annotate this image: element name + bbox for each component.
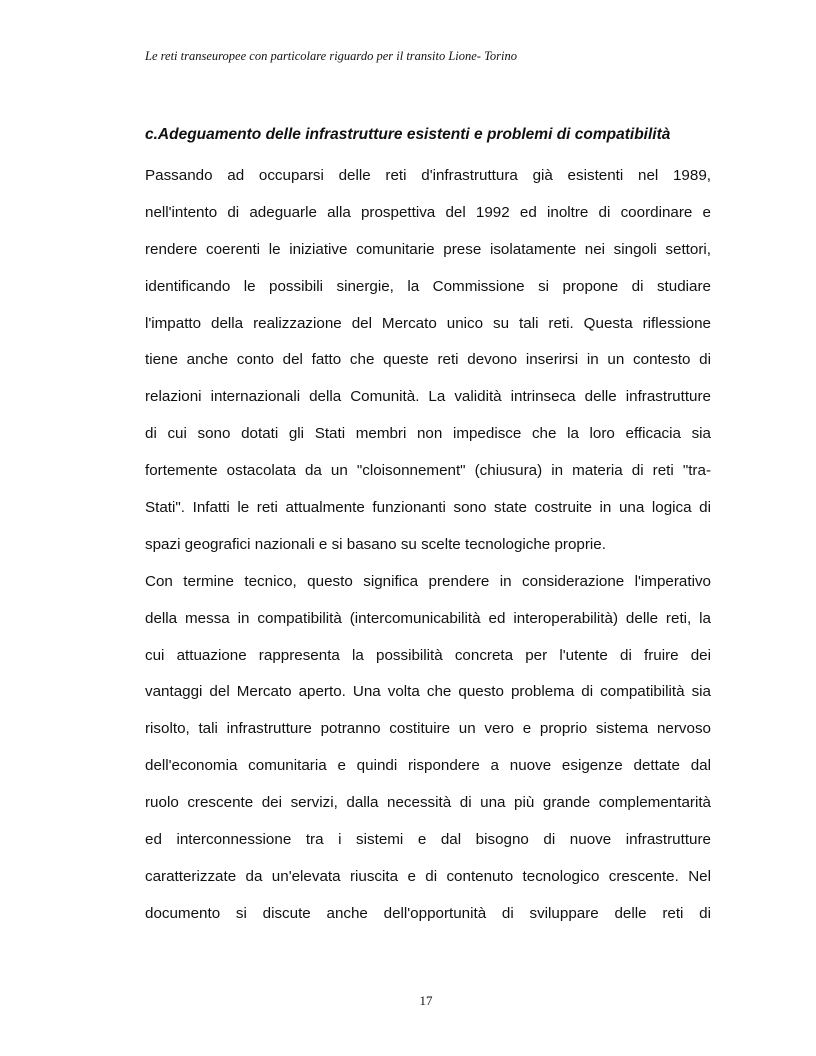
text-line: fortemente ostacolata da un "cloisonnement" (chiusura) in materia di reti "tra- <box>145 462 711 480</box>
text-line: di cui sono dotati gli Stati membri non impedisce che la loro efficacia sia <box>145 425 711 443</box>
text-line: ruolo crescente dei servizi, dalla necessità di una più grande complementarità <box>145 794 711 812</box>
paragraph-2 <box>145 564 711 933</box>
text-line: dell'economia comunitaria e quindi rispondere a nuove esigenze dettate dal <box>145 757 711 775</box>
text-line: l'impatto della realizzazione del Mercato unico su tali reti. Questa riflessione <box>145 314 711 332</box>
paragraph-1 <box>145 158 711 564</box>
text-line: rendere coerenti le iniziative comunitarie prese isolatamente nei singoli settori, <box>145 240 711 258</box>
running-header: Le reti transeuropee con particolare riguardo per il transito Lione- Torino <box>145 49 517 63</box>
text-line: Stati". Infatti le reti attualmente funzionanti sono state costruite in una logica di <box>145 499 711 517</box>
text-line: tiene anche conto del fatto che queste reti devono inserirsi in un contesto di <box>145 351 711 369</box>
section-heading: c.Adeguamento delle infrastrutture esistenti e problemi di compatibilità <box>145 126 671 143</box>
text-line: relazioni internazionali della Comunità. La validità intrinseca delle infrastrutture <box>145 388 711 406</box>
page-number: 17 <box>419 993 433 1008</box>
text-line: Passando ad occuparsi delle reti d'infrastruttura già esistenti nel 1989, <box>145 167 711 184</box>
body-text <box>145 158 711 933</box>
text-line: risolto, tali infrastrutture potranno costituire un vero e proprio sistema nervoso <box>145 720 711 738</box>
text-line: vantaggi del Mercato aperto. Una volta che questo problema di compatibilità sia <box>145 683 711 701</box>
text-line: cui attuazione rappresenta la possibilità concreta per l'utente di fruire dei <box>145 646 711 664</box>
text-line: spazi geografici nazionali e si basano su scelte tecnologiche proprie. <box>145 535 606 553</box>
text-line: identificando le possibili sinergie, la Commissione si propone di studiare <box>145 277 711 295</box>
text-line: caratterizzate da un'elevata riuscita e di contenuto tecnologico crescente. Nel <box>145 867 711 885</box>
text-line: della messa in compatibilità (intercomunicabilità ed interoperabilità) delle reti, la <box>145 609 711 627</box>
text-line: ed interconnessione tra i sistemi e dal bisogno di nuove infrastrutture <box>145 831 711 849</box>
text-line: nell'intento di adeguarle alla prospettiva del 1992 ed inoltre di coordinare e <box>145 203 711 221</box>
text-line: Con termine tecnico, questo significa prendere in considerazione l'imperativo <box>145 572 711 590</box>
text-line: documento si discute anche dell'opportunità di sviluppare delle reti di <box>145 904 711 922</box>
